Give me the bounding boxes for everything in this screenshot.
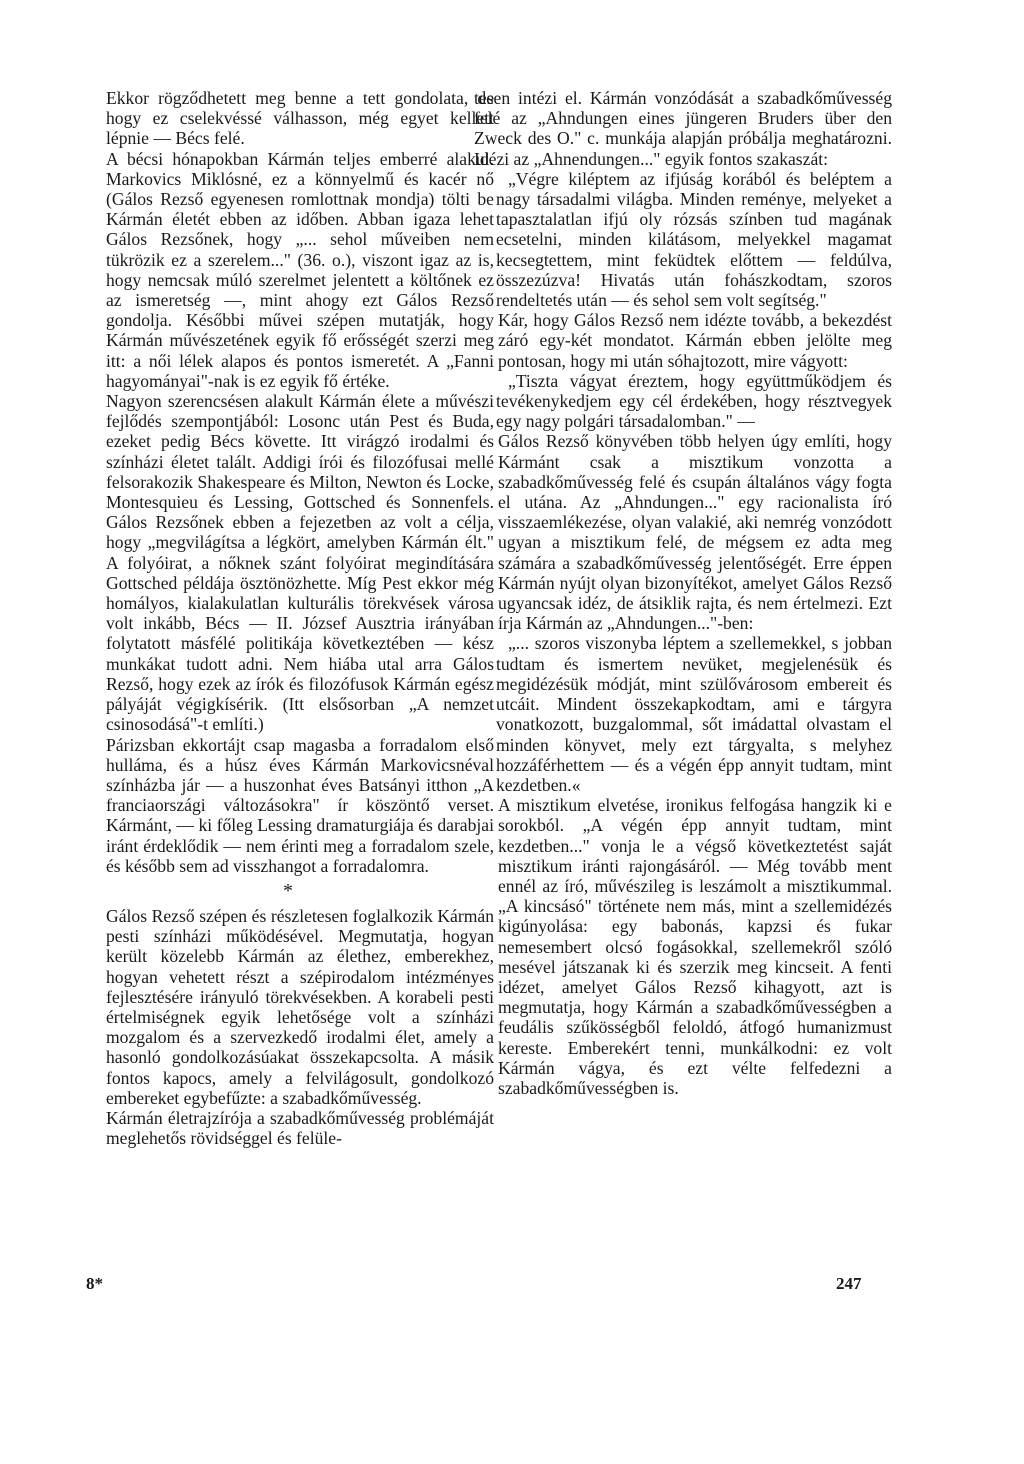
right-column-paragraph: „... szoros viszonyba léptem a szellemekkel, s jobban tudtam és ismertem nevüket, megjelenésük és megidézésük módját, mint szülővárosom embereit és utcáit. Mindent összekapkodtam, ami e tárgyra vonatkozott, buzgalommal, sőt imádattal olvastam el minden könyvet, mely ezt tárgyalta, s melyhez hozzáférhettem — és a végén épp annyit tudtam, mint kezdetben.«: [496, 633, 892, 795]
left-column-paragraph: Nagyon szerencsésen alakult Kármán élete a művészi fejlődés szempontjából: Losonc után Pest és Buda, ezeket pedig Bécs követte. Itt virágzó irodalmi és színházi életet talált. Addigi írói és filozófusai mellé felsorakozik Shakespeare és Milton, Newton és Locke, Montesquieu és Lessing, Gottsched és Sonnenfels. Gálos Rezsőnek ebben a fejezetben az volt a célja, hogy „megvilágítsa a légkört, amelyben Kármán élt." A folyóirat, a nőknek szánt folyóirat megindítására Gottsched példája ösztönözhette. Míg Pest ekkor még homályos, kialakulatlan kulturális törekvések városa volt inkább, Bécs — II. József Ausztria irányában folytatott másfélé politikája következtében — kész munkákat tudott adni. Nem hiába utal arra Gálos Rezső, hogy ezek az írók és filozófusok Kármán egész pályáját végigkísérik. (Itt elsősorban „A nemzet csinosodásá"-t említi.): [106, 391, 494, 735]
printer-signature-mark: 8*: [86, 1274, 103, 1293]
right-column-paragraph: Gálos Rezső könyvében több helyen úgy említi, hogy Kármánt csak a misztikum vonzotta a szabadkőművesség felé és csupán általános vágy fogta el utána. Az „Ahndungen..." egy racionalista író visszaemlékezése, olyan valakié, aki nemrég vonzódott ugyan a misztikum felé, de mégsem ez adta meg számára a szabadkőművesség jelentőségét. Erre éppen Kármán nyújt olyan bizonyítékot, amelyet Gálos Rezső ugyancsak idéz, de átsiklik rajta, és nem értelmezi. Ezt írja Kármán az „Ahndungen..."-ben:: [498, 431, 892, 634]
right-column-paragraph: „Tiszta vágyat éreztem, hogy együttműködjem és tevékenykedjem egy cél érdekében, hogy résztvegyek egy nagy polgári társadalomban." —: [496, 370, 892, 432]
left-column-paragraph: Kármán életrajzírója a szabadkőművesség problémáját meglehetős rövidséggel és felüle-: [106, 1107, 494, 1149]
left-text-column: [82, 88, 494, 1148]
right-text-column: [474, 88, 892, 1098]
right-column-paragraph: A misztikum elvetése, ironikus felfogása hangzik ki e sorokból. „A végén épp annyit tudtam, mint kezdetben..." vonja le a végső következtetést saját misztikum iránti rajongásáról. — Még tovább ment ennél az író, művészileg is leszámolt a misztikummal. „A kincsásó" története nem más, mint a szellemidézés kigúnyolása: egy babonás, kapzsi és fukar nemesembert olcsó fogásokkal, szellemekről szóló mesével játszanak ki és szerzik meg kincseit. A fenti idézet, amelyet Gálos Rezső kihagyott, azt is megmutatja, hogy Kármán a szabadkőművességben a feudális szűkösségből feloldó, átfogó humanizmust kereste. Emberekért tenni, munkálkodni: ez volt Kármán vágya, és ezt vélte felfedezni a szabadkőművességben is.: [498, 795, 892, 1098]
page-number: 247: [836, 1274, 862, 1293]
right-column-paragraph: tesen intézi el. Kármán vonzódását a szabadkőművesség felé az „Ahndungen eines jüngeren Bruders über den Zweck des O." c. munkája alapján próbálja meghatározni. Idézi az „Ahnendungen..." egyik fontos szakaszát:: [474, 88, 892, 169]
left-column-paragraph: Párizsban ekkortájt csap magasba a forradalom első hulláma, és a húsz éves Kármán Markovicsnéval színházba jár — a huszonhat éves Batsányi itthon „A franciaországi változásokra" ír köszöntő verset. Kármánt, — ki főleg Lessing dramaturgiája és darabjai iránt érdeklődik — nem érinti meg a forradalom szele, és később sem ad visszhangot a forradalomra.: [106, 734, 494, 876]
section-divider-star: *: [283, 879, 293, 902]
left-column-paragraph: Gálos Rezső szépen és részletesen foglalkozik Kármán pesti színházi működésével. Megmutatja, hogyan került közelebb Kármán az élethez, emberekhez, hogyan vehetett részt a szépirodalom intézményes fejlesztésére irányuló törekvésekben. A korabeli pesti értelmiségnek egyik lehetősége volt a színházi mozgalom és a szervezkedő irodalmi élet, amely a hasonló gondolkozásúakat összekapcsolta. A másik fontos kapocs, amely a felvilágosult, gondolkozó embereket egybefűzte: a szabadkőművesség.: [106, 905, 494, 1108]
right-column-paragraph: Kár, hogy Gálos Rezső nem idézte tovább, a bekezdést záró egy-két mondatot. Kármán ebben jelölte meg pontosan, hogy mi után sóhajtozott, mire vágyott:: [498, 310, 892, 371]
right-column-paragraph: „Végre kiléptem az ifjúság korából és beléptem a nagy társadalmi világba. Minden reménye, melyeket a tapasztalatlan ifjú oly rózsás színben tud magának ecsetelni, minden kilátásom, melyekkel magamat kecsegtettem, mint feküdtek előttem — feldúlva, összezúzva! Hivatás után fohászkodtam, szoros rendeltetés után — és sehol sem volt segítség.": [496, 168, 892, 311]
left-column-paragraph: A bécsi hónapokban Kármán teljes emberré alakul. Markovics Miklósné, ez a könnyelmű és kacér nő (Gálos Rezső egyenesen romlottnak mondja) tölti be Kármán életét ebben az időben. Abban igaza lehet Gálos Rezsőnek, hogy „... sehol műveiben nem tükrözik ez a szerelem..." (36. o.), viszont igaz az is, hogy nemcsak múló szerelmet jelentett a költőnek ez az ismeretség —, mint ahogy ezt Gálos Rezső gondolja. Későbbi művei szépen mutatják, hogy Kármán művészetének egyik fő erősségét szerzi meg itt: a női lélek alapos és pontos ismeretét. A „Fanni hagyományai"-nak is ez egyik fő értéke.: [106, 148, 494, 391]
left-column-paragraph: Ekkor rögződhetett meg benne a tett gondolata, de hogy ez cselekvéssé válhasson, még egyet kellett lépnie — Bécs felé.: [106, 88, 494, 149]
